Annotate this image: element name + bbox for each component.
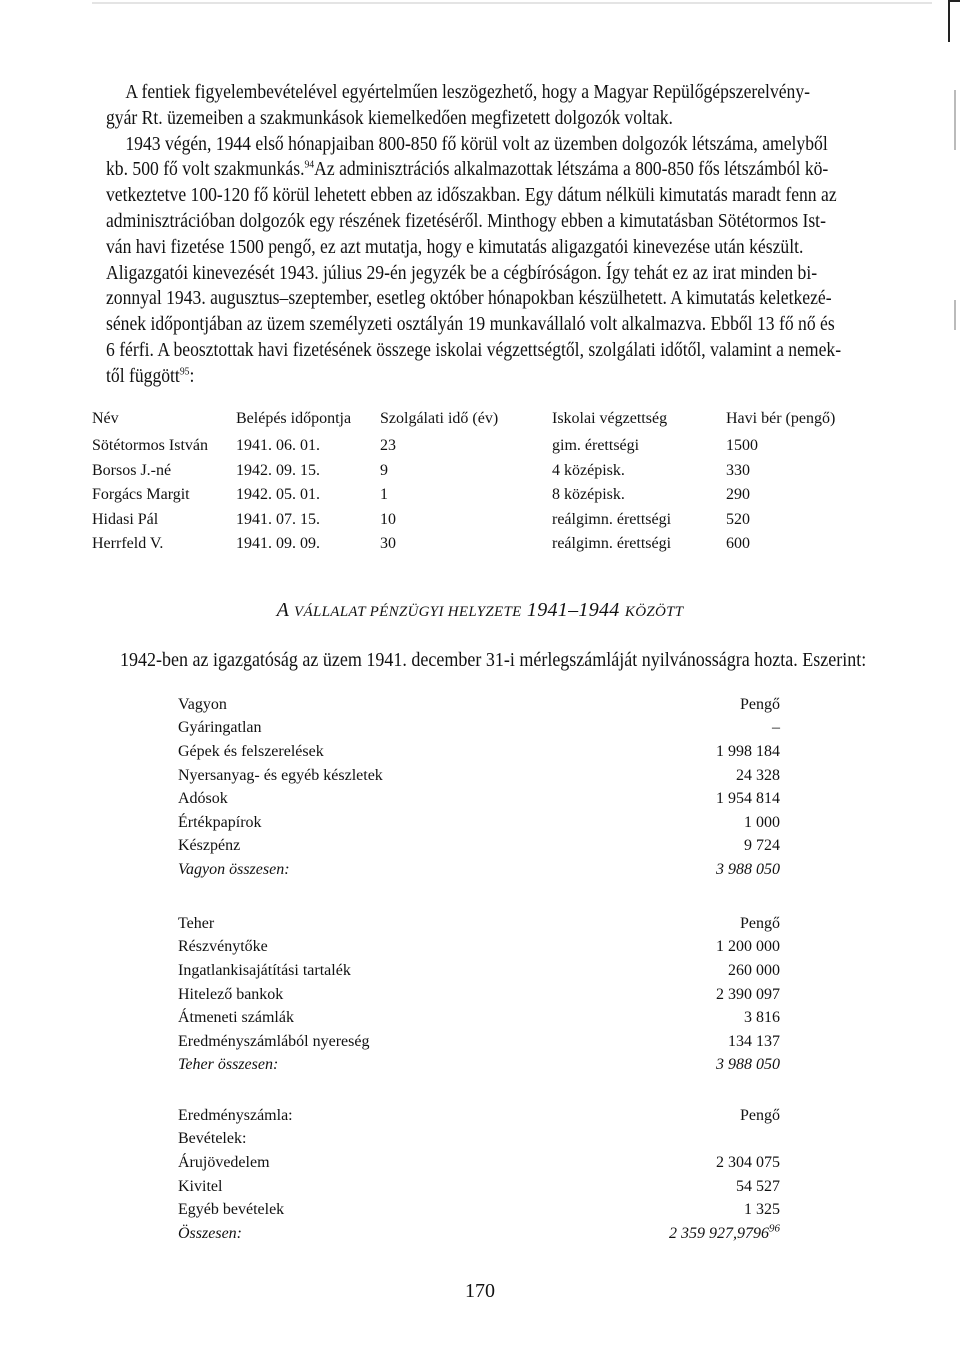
income-table: [178, 1104, 780, 1246]
table-cell: 520: [726, 510, 750, 528]
column-header: Havi bér (pengő): [726, 410, 836, 427]
table-cell: 1941. 09. 09.: [236, 535, 320, 553]
table-cell: 10: [380, 510, 396, 528]
fin-value: 24 328: [736, 766, 780, 784]
scan-edge-top: [92, 2, 932, 4]
text-line: [106, 157, 858, 183]
fin-row: [178, 1006, 780, 1030]
fin-total-row: [178, 1222, 780, 1246]
fin-value: 134 137: [728, 1032, 780, 1050]
body-paragraph: [106, 80, 858, 390]
fin-label: Részvénytőke: [178, 938, 268, 956]
fin-value: –: [772, 719, 780, 737]
footnote-ref: 94: [304, 158, 315, 171]
fin-header-row: [178, 693, 780, 717]
fin-row: [178, 835, 780, 859]
text-line: [106, 364, 858, 390]
column-header: Iskolai végzettség: [552, 410, 668, 427]
fin-row: [178, 1175, 780, 1199]
table-cell: 8 középisk.: [552, 486, 625, 504]
fin-row: [178, 1151, 780, 1175]
fin-row: [178, 811, 780, 835]
fin-row: [178, 717, 780, 741]
fin-header-row: [178, 1104, 780, 1128]
table-cell: 330: [726, 461, 750, 479]
fin-value: 2 304 075: [716, 1153, 780, 1171]
fin-value: 3 816: [744, 1009, 780, 1027]
fin-value: 1 998 184: [716, 742, 780, 760]
text-line: sének időpontjában az üzem személyzeti osztályán 19 munkavállaló volt alkalmazva. Ebből 13 fő nő és: [106, 313, 835, 336]
fin-label: Készpénz: [178, 837, 241, 855]
text-span: Az adminisztrációs alkalmazottak létszáma a 800-850 fős létszámból kö-: [314, 158, 829, 181]
fin-value: Pengő: [740, 1106, 780, 1124]
fin-value: 3 988 050: [716, 860, 780, 878]
text-line: gyár Rt. üzemeiben a szakmunkások kiemelkedően megfizetett dolgozók voltak.: [106, 106, 673, 129]
text-line: ván havi fizetése 1500 pengő, ez azt mutatja, hogy e kimutatás aligazgatói kinevezése után készült.: [106, 235, 804, 258]
table-cell: Forgács Margit: [92, 486, 190, 504]
table-cell: 1941. 06. 01.: [236, 437, 320, 455]
table-cell: 30: [380, 535, 396, 553]
text-line: zonnyal 1943. augusztus–szeptember, esetleg október hónapokban készülhetett. A kimutatás keletkezé-: [106, 287, 832, 310]
fin-value: [669, 1222, 780, 1243]
fin-header-row: [178, 912, 780, 936]
text-line: A fentiek figyelembevételével egyértelműen leszögezhető, hogy a Magyar Repülőgépszerelvény-: [125, 81, 811, 103]
fin-label: Teher: [178, 914, 215, 932]
column-header: Név: [92, 410, 119, 427]
page-number: 170: [465, 1280, 495, 1302]
liabilities-table: [178, 912, 780, 1077]
text-line: adminisztrációban dolgozók egy részének fizetéséről. Minthogy ebben a kimutatásban Sötétormos Ist-: [106, 209, 826, 232]
fin-label: Hitelező bankok: [178, 985, 284, 1003]
table-cell: Sötétormos István: [92, 437, 208, 455]
assets-table: [178, 693, 780, 882]
text-line: Aligazgatói kinevezését 1943. július 29-én jegyzék be a cégbíróságon. Így tehát ez az irat minden bi-: [106, 261, 818, 284]
fin-value: 1 325: [744, 1201, 780, 1219]
table-cell: reálgimn. érettségi: [552, 510, 672, 528]
table-cell: 1500: [726, 437, 758, 455]
fin-total-row: [178, 858, 780, 882]
table-row: [92, 532, 892, 557]
table-cell: gim. érettségi: [552, 437, 640, 455]
text-span: :: [189, 364, 195, 387]
scan-mark: [954, 300, 956, 330]
fin-row: [178, 983, 780, 1007]
section-title: [0, 599, 960, 622]
column-header: Szolgálati idő (év): [380, 410, 499, 427]
table-header-row: [92, 406, 892, 432]
fin-row: [178, 740, 780, 764]
fin-value: 54 527: [736, 1177, 780, 1195]
text-span: től függött: [106, 364, 180, 387]
table-cell: reálgimn. érettségi: [552, 535, 672, 553]
table-cell: 1: [380, 486, 388, 504]
fin-label: Összesen:: [178, 1224, 242, 1242]
fin-label: Árujövedelem: [178, 1153, 270, 1171]
fin-row: [178, 764, 780, 788]
footnote-ref: 95: [179, 365, 190, 378]
fin-label: Gyáringatlan: [178, 719, 262, 737]
fin-subheader-row: [178, 1128, 780, 1152]
table-cell: 600: [726, 535, 750, 553]
fin-value: Pengő: [740, 695, 780, 713]
fin-label: Bevételek:: [178, 1130, 247, 1148]
fin-row: [178, 959, 780, 983]
scan-mark: [954, 90, 956, 150]
fin-label: Teher összesen:: [178, 1056, 279, 1074]
fin-value: Pengő: [740, 914, 780, 932]
fin-label: Átmeneti számlák: [178, 1009, 294, 1027]
title-part: A: [276, 599, 289, 621]
scan-edge-corner: [948, 0, 960, 42]
fin-label: Ingatlankisajátítási tartalék: [178, 961, 351, 979]
fin-value: 9 724: [744, 837, 780, 855]
fin-total-row: [178, 1054, 780, 1078]
table-cell: 23: [380, 437, 396, 455]
column-header: Belépés időpontja: [236, 410, 352, 427]
table-row: [92, 459, 892, 484]
fin-label: Eredményszámlából nyereség: [178, 1032, 370, 1050]
fin-row: [178, 1198, 780, 1222]
fin-label: Értékpapírok: [178, 813, 262, 831]
fin-value: 2 390 097: [716, 985, 780, 1003]
table-cell: Borsos J.-né: [92, 461, 172, 479]
title-part: VÁLLALAT PÉNZÜGYI HELYZETE: [294, 604, 522, 620]
fin-value: 1 000: [744, 813, 780, 831]
fin-total-value: 2 359 927,9796: [669, 1224, 769, 1242]
title-part: 1941–1944: [526, 599, 620, 621]
fin-label: Adósok: [178, 790, 228, 808]
fin-value: 260 000: [728, 961, 780, 979]
text-line: 1943 végén, 1944 első hónapjaiban 800-850 fő körül volt az üzemben dolgozók létszáma, amelyből: [125, 132, 828, 155]
fin-label: Eredményszámla:: [178, 1106, 293, 1124]
table-cell: Hidasi Pál: [92, 510, 159, 528]
fin-row: [178, 936, 780, 960]
table-cell: 1942. 05. 01.: [236, 486, 320, 504]
fin-label: Nyersanyag- és egyéb készletek: [178, 766, 383, 784]
table-cell: 4 középisk.: [552, 461, 625, 479]
table-cell: 290: [726, 486, 750, 504]
fin-value: 1 200 000: [716, 938, 780, 956]
employee-table: [92, 406, 892, 557]
table-row: [92, 508, 892, 533]
fin-value: 1 954 814: [716, 790, 780, 808]
intro-line: 1942-ben az igazgatóság az üzem 1941. december 31-i mérlegszámláját nyilvánosságra hozta. Eszerint:: [120, 649, 867, 671]
table-cell: Herrfeld V.: [92, 535, 164, 553]
fin-row: [178, 1030, 780, 1054]
footnote-ref: 96: [769, 1222, 780, 1235]
title-part: KÖZÖTT: [624, 604, 684, 620]
fin-label: Vagyon összesen:: [178, 860, 290, 878]
fin-row: [178, 787, 780, 811]
text-line: vetkeztetve 100-120 fő körül lehetett ebben az időszakban. Egy dátum nélküli kimutatás maradt fenn az: [106, 184, 837, 207]
table-cell: 1941. 07. 15.: [236, 510, 320, 528]
fin-label: Egyéb bevételek: [178, 1201, 285, 1219]
text-span: kb. 500 fő volt szakmunkás.: [106, 158, 305, 181]
fin-value: 3 988 050: [716, 1056, 780, 1074]
table-cell: 1942. 09. 15.: [236, 461, 320, 479]
fin-label: Kivitel: [178, 1177, 223, 1195]
table-row: [92, 483, 892, 508]
table-cell: 9: [380, 461, 388, 479]
fin-label: Gépek és felszerelések: [178, 742, 324, 760]
text-line: 6 férfi. A beosztottak havi fizetésének összege iskolai végzettségtől, szolgálati időtől, valamint a nemek-: [106, 338, 842, 361]
table-row: [92, 434, 892, 459]
fin-label: Vagyon: [178, 695, 227, 713]
